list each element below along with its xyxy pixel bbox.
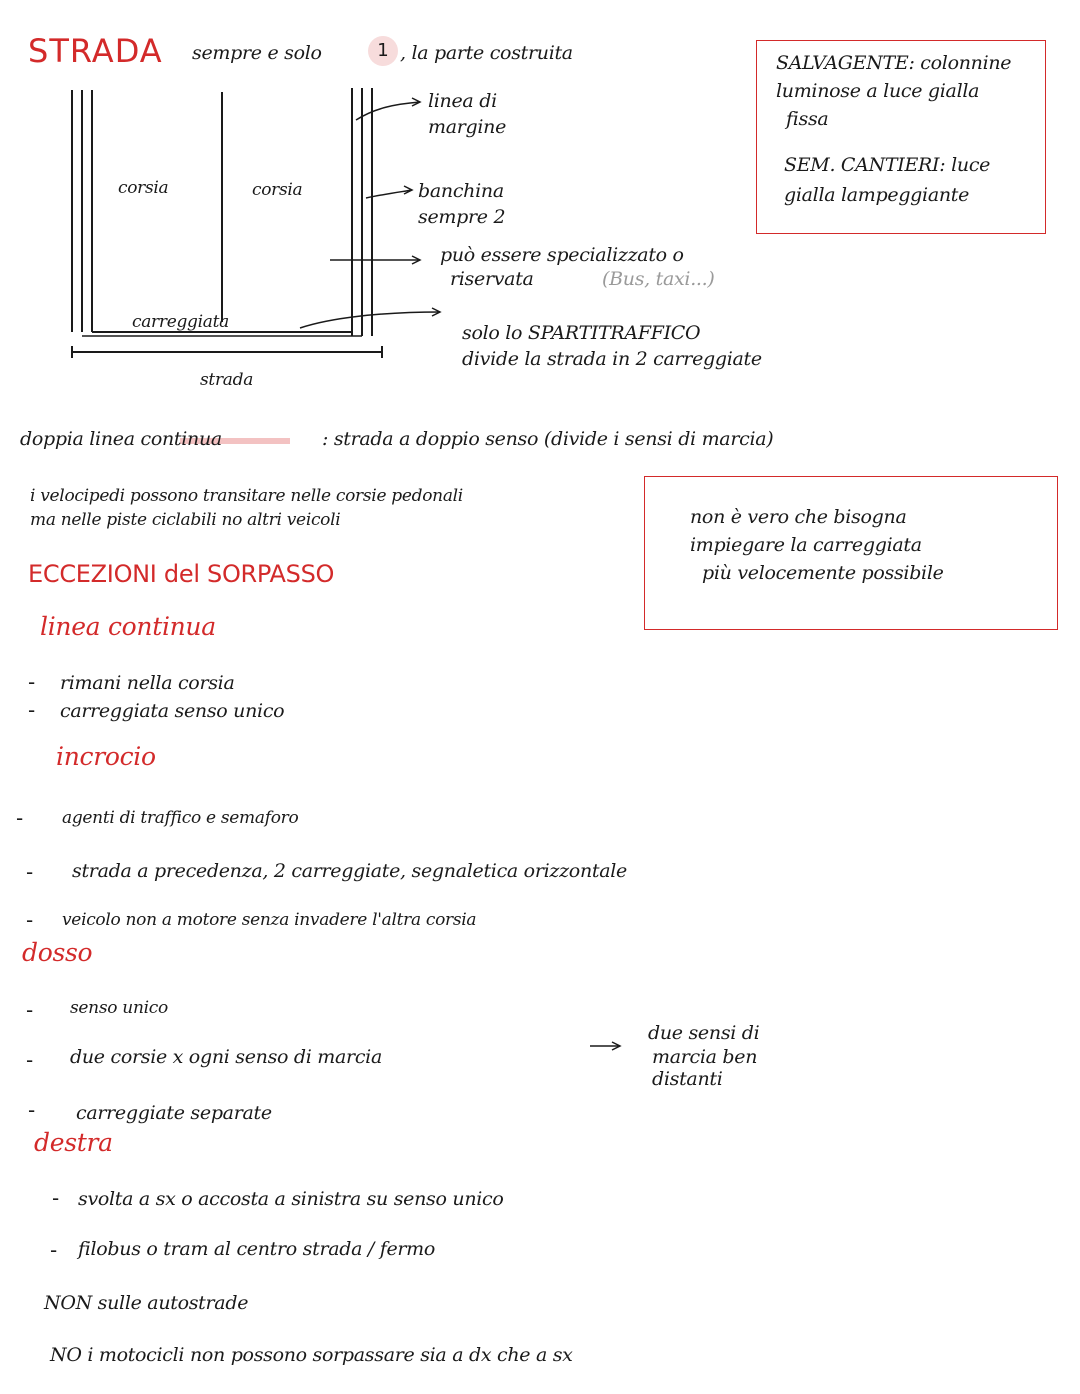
diagram-edge-line-1: linea di (428, 90, 497, 112)
linea-continua-item-2: carreggiata senso unico (60, 700, 285, 722)
page-title: STRADA (28, 32, 163, 70)
dosso-item-3: carreggiate separate (76, 1102, 272, 1124)
diagram-edge-line-2: margine (428, 116, 507, 138)
incrocio-item-3: veicolo non a motore senza invadere l'altra corsia (62, 910, 477, 930)
bullet-dash: - (26, 908, 34, 932)
section-heading-incrocio: incrocio (56, 742, 156, 771)
bullet-dash: - (16, 806, 24, 830)
destra-item-2: filobus o tram al centro strada / fermo (78, 1238, 436, 1260)
double-line-rest: : strada a doppio senso (divide i sensi di marcia) (322, 428, 774, 450)
dosso-note-3: distanti (652, 1068, 723, 1090)
double-line-lead: doppia linea continua (20, 428, 222, 450)
cyclists-line-2: ma nelle piste ciclabili no altri veicoli (30, 510, 341, 530)
bullet-dash: - (26, 1048, 34, 1072)
section-heading-dosso: dosso (22, 938, 93, 967)
info-box-carriageway-line-1: non è vero che bisogna (690, 506, 907, 528)
diagram-special-2: riservata (450, 268, 534, 290)
incrocio-item-1: agenti di traffico e semaforo (62, 808, 299, 828)
number-badge (368, 36, 398, 66)
bullet-dash: - (26, 860, 34, 884)
bullet-dash: - (26, 998, 34, 1022)
bullet-dash: - (28, 698, 36, 722)
diagram-divider-1: solo lo SPARTITRAFFICO (462, 322, 701, 344)
title-subtitle: sempre e solo (192, 42, 322, 64)
diagram-shoulder-1: banchina (418, 180, 504, 202)
info-box-carriageway-line-3: più velocemente possibile (702, 562, 944, 584)
bullet-dash: - (52, 1186, 60, 1210)
diagram-lane-left: corsia (118, 178, 169, 198)
bullet-dash: - (28, 1098, 36, 1122)
dosso-item-2: due corsie x ogni senso di marcia (70, 1046, 382, 1068)
diagram-special-1: può essere specializzato o (440, 244, 684, 266)
diagram-roadway: carreggiata (132, 312, 229, 332)
linea-continua-item-1: rimani nella corsia (60, 672, 235, 694)
bullet-dash: - (50, 1238, 58, 1262)
title-subtitle-rest: , la parte costruita (400, 42, 573, 64)
section-heading-linea-continua: linea continua (40, 612, 216, 641)
info-box-signals-line-3: fissa (786, 108, 829, 130)
dosso-note-1: due sensi di (648, 1022, 760, 1044)
diagram-shoulder-2: sempre 2 (418, 206, 506, 228)
diagram-divider-2: divide la strada in 2 carreggiate (462, 348, 762, 370)
info-box-carriageway-line-2: impiegare la carreggiata (690, 534, 922, 556)
bullet-dash: - (28, 670, 36, 694)
info-box-signals-line-1: SALVAGENTE: colonnine (776, 52, 1012, 74)
number-badge-text: 1 (377, 40, 389, 61)
dosso-note-2: marcia ben (652, 1046, 758, 1068)
destra-item-1: svolta a sx o accosta a sinistra su senso unico (78, 1188, 504, 1210)
info-box-signals-line-5: gialla lampeggiante (784, 184, 970, 206)
diagram-lane-right: corsia (252, 180, 303, 200)
footer-line-1: NON sulle autostrade (44, 1292, 249, 1314)
section-heading-destra: destra (34, 1128, 113, 1157)
info-box-signals-line-4: SEM. CANTIERI: luce (784, 154, 991, 176)
cyclists-line-1: i velocipedi possono transitare nelle corsie pedonali (30, 486, 463, 506)
exceptions-heading: ECCEZIONI del SORPASSO (28, 560, 335, 588)
footer-line-2: NO i motocicli non possono sorpassare sia a dx che a sx (50, 1344, 573, 1366)
diagram-special-examples: (Bus, taxi...) (602, 268, 715, 290)
diagram-road: strada (200, 370, 254, 390)
incrocio-item-2: strada a precedenza, 2 carreggiate, segnaletica orizzontale (72, 860, 627, 882)
info-box-signals-line-2: luminose a luce gialla (776, 80, 980, 102)
dosso-item-1: senso unico (70, 998, 168, 1018)
